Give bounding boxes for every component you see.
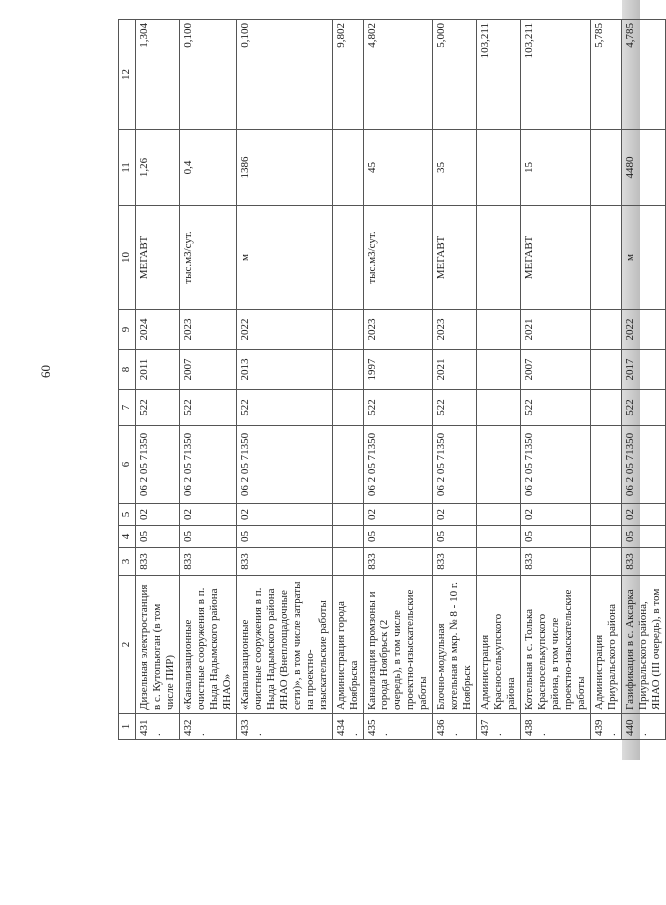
cell-c11 [332,130,363,206]
column-header-7: 7 [119,390,136,426]
cell-name: Администрация Приуральского района [591,576,622,714]
table-row [332,20,363,740]
cell-c6: 06 2 05 71350 [363,426,433,504]
cell-c12: 4,785 [621,20,665,130]
cell-c8: 2013 [236,350,332,390]
rotated-document [118,20,662,740]
cell-c9 [477,310,521,350]
cell-c7: 522 [621,390,665,426]
cell-c3: 833 [621,548,665,576]
cell-c7 [477,390,521,426]
cell-c4: 05 [621,526,665,548]
cell-c4: 05 [136,526,180,548]
cell-num: 432. [179,714,236,740]
cell-c7: 522 [433,390,477,426]
cell-c7: 522 [179,390,236,426]
page-number: 60 [38,365,53,378]
cell-name: Блочно-модульная котельная в мкр. № 8 - 10 г. Ноябрьск [433,576,477,714]
cell-c9: 2022 [621,310,665,350]
table-row [236,20,332,740]
cell-c9 [332,310,363,350]
cell-c3 [591,548,622,576]
cell-name: Администрация города Ноябрьска [332,576,363,714]
cell-c4 [332,526,363,548]
cell-c10: м [236,206,332,310]
column-header-8: 8 [119,350,136,390]
cell-c5: 02 [521,504,591,526]
table-row [363,20,433,740]
cell-c10: МЕГАВТ [136,206,180,310]
column-header-3: 3 [119,548,136,576]
column-header-4: 4 [119,526,136,548]
cell-num: 431. [136,714,180,740]
cell-num: 434. [332,714,363,740]
cell-num: 436. [433,714,477,740]
column-header-2: 2 [119,576,136,714]
cell-c10: МЕГАВТ [433,206,477,310]
cell-c8 [332,350,363,390]
cell-c10: тыс.м3/сут. [363,206,433,310]
cell-c11: 35 [433,130,477,206]
cell-c3: 833 [179,548,236,576]
table-row [521,20,591,740]
cell-c3: 833 [521,548,591,576]
cell-c3: 833 [363,548,433,576]
cell-num: 438. [521,714,591,740]
cell-c6: 06 2 05 71350 [521,426,591,504]
cell-c4: 05 [236,526,332,548]
cell-c9: 2023 [179,310,236,350]
cell-c6: 06 2 05 71350 [621,426,665,504]
cell-c7: 522 [236,390,332,426]
cell-num: 440. [621,714,665,740]
table-row [477,20,521,740]
cell-c9: 2024 [136,310,180,350]
table-row [136,20,180,740]
table-row [621,20,665,740]
cell-c10 [591,206,622,310]
cell-c8 [591,350,622,390]
cell-c3 [332,548,363,576]
cell-c5 [332,504,363,526]
cell-c11: 1386 [236,130,332,206]
cell-num: 435. [363,714,433,740]
cell-c7: 522 [136,390,180,426]
cell-c10: тыс.м3/сут. [179,206,236,310]
cell-c11: 0,4 [179,130,236,206]
cell-c4: 05 [363,526,433,548]
cell-c7: 522 [521,390,591,426]
cell-c8 [477,350,521,390]
cell-c10 [332,206,363,310]
column-header-6: 6 [119,426,136,504]
cell-c10: МЕГАВТ [521,206,591,310]
cell-c12: 5,000 [433,20,477,130]
cell-c9: 2023 [363,310,433,350]
column-header-10: 10 [119,206,136,310]
cell-c11: 45 [363,130,433,206]
cell-c6: 06 2 05 71350 [179,426,236,504]
header-row [119,20,136,740]
cell-c9: 2022 [236,310,332,350]
cell-c6 [591,426,622,504]
cell-c5: 02 [179,504,236,526]
column-header-5: 5 [119,504,136,526]
cell-c12: 4,802 [363,20,433,130]
cell-c5: 02 [236,504,332,526]
cell-c8: 2011 [136,350,180,390]
cell-c6 [477,426,521,504]
cell-c5 [477,504,521,526]
cell-c3: 833 [136,548,180,576]
cell-c12: 0,100 [179,20,236,130]
cell-num: 439. [591,714,622,740]
cell-c10 [477,206,521,310]
cell-name: Администрация Красноселькупского района [477,576,521,714]
column-header-9: 9 [119,310,136,350]
cell-c5: 02 [433,504,477,526]
cell-num: 437. [477,714,521,740]
cell-name: Газификация в с. Аксарка Приуральского района, ЯНАО (III очередь), в том [621,576,665,714]
cell-c6: 06 2 05 71350 [236,426,332,504]
cell-c9: 2021 [521,310,591,350]
cell-c9 [591,310,622,350]
cell-num: 433. [236,714,332,740]
cell-name: «Канализационные очистные сооружения в п. Ныда Надымского района ЯНАО» [179,576,236,714]
cell-c3: 833 [236,548,332,576]
cell-c12: 5,785 [591,20,622,130]
cell-name: Канализация промзоны и города Ноябрьск (2 очередь), в том числе проектно-изыскательские работы [363,576,433,714]
cell-c12: 9,802 [332,20,363,130]
cell-c8: 2007 [521,350,591,390]
cell-c11 [477,130,521,206]
cell-c11: 4480 [621,130,665,206]
cell-c4: 05 [433,526,477,548]
cell-c7 [332,390,363,426]
cell-c4 [477,526,521,548]
cell-c8: 2007 [179,350,236,390]
column-header-11: 11 [119,130,136,206]
table-row [591,20,622,740]
cell-c4: 05 [179,526,236,548]
cell-c8: 2017 [621,350,665,390]
column-header-12: 12 [119,20,136,130]
cell-c5: 02 [621,504,665,526]
cell-c12: 1,304 [136,20,180,130]
table-row [179,20,236,740]
cell-c11: 15 [521,130,591,206]
cell-name: Дизельная электростанция в с. Кутопьюган (в том числе ПИР) [136,576,180,714]
cell-c11: 1,26 [136,130,180,206]
cell-c7 [591,390,622,426]
cell-c3: 833 [433,548,477,576]
cell-c12: 103,211 [477,20,521,130]
cell-c4: 05 [521,526,591,548]
budget-table [118,19,666,740]
table-body [136,20,666,740]
cell-name: Котельная в с. Толька Красноселькупского района, в том числе проектно-изыскательские работы [521,576,591,714]
cell-c5: 02 [363,504,433,526]
cell-c3 [477,548,521,576]
cell-c6: 06 2 05 71350 [136,426,180,504]
cell-c12: 0,100 [236,20,332,130]
cell-c8: 2021 [433,350,477,390]
cell-name: «Канализационные очистные сооружения в п. Ныда Надымского района ЯНАО (Внеплощадочные сети)», в том числе затраты на проектно-изыскательские работы [236,576,332,714]
cell-c10: м [621,206,665,310]
cell-c5: 02 [136,504,180,526]
cell-c6 [332,426,363,504]
cell-c6: 06 2 05 71350 [433,426,477,504]
cell-c12: 103,211 [521,20,591,130]
cell-c7: 522 [363,390,433,426]
table-row [433,20,477,740]
cell-c8: 1997 [363,350,433,390]
column-header-1: 1 [119,714,136,740]
cell-c11 [591,130,622,206]
cell-c5 [591,504,622,526]
cell-c9: 2023 [433,310,477,350]
cell-c4 [591,526,622,548]
